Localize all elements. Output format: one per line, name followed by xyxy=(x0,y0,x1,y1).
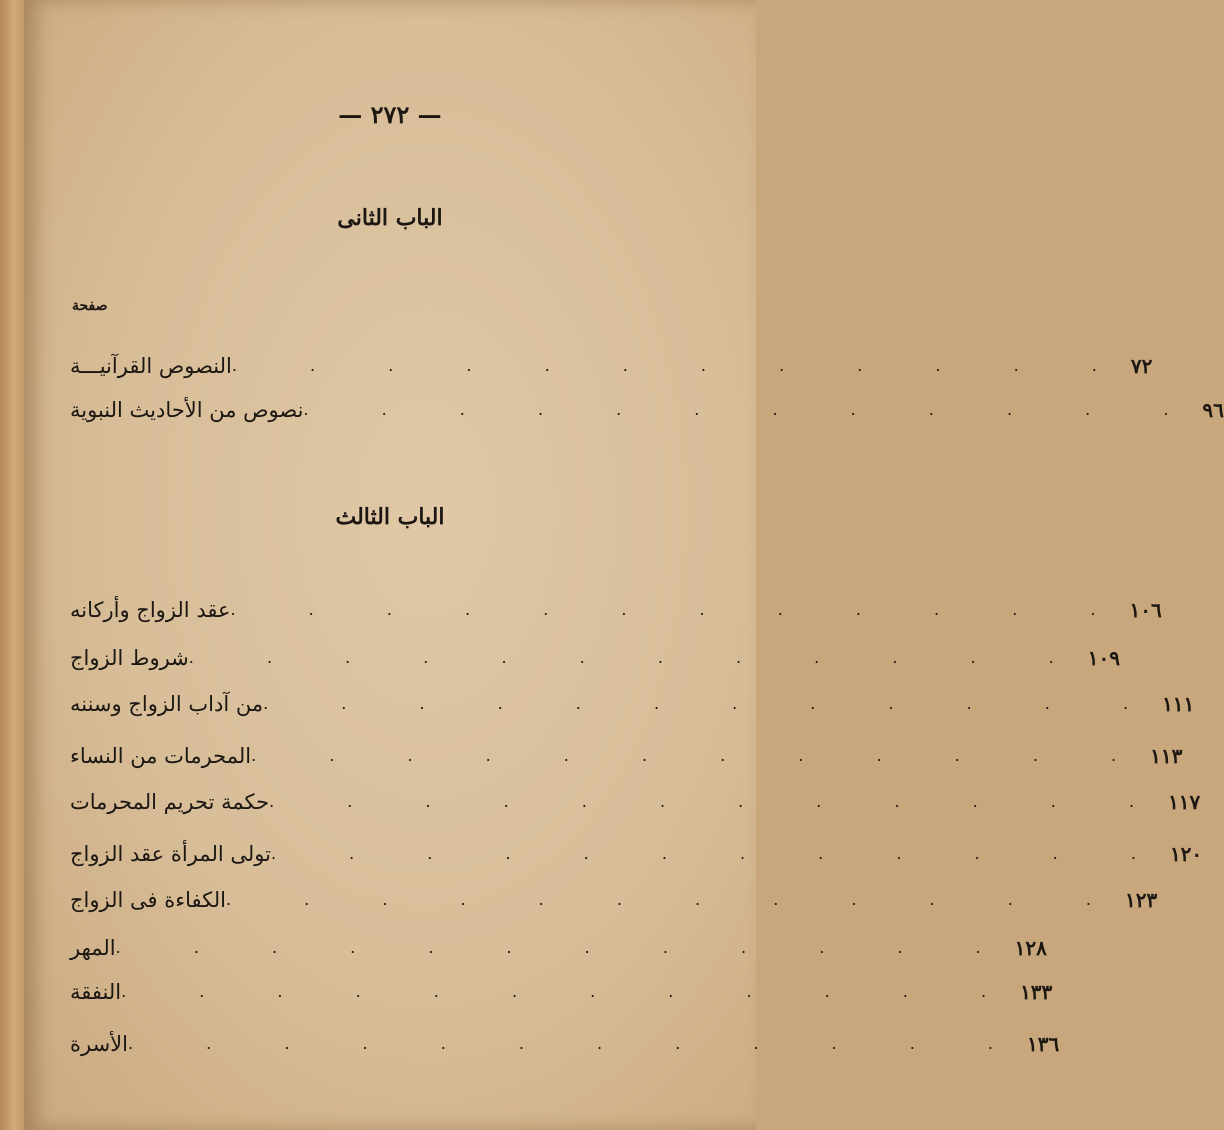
toc-entry-page: ١٢٠ xyxy=(1169,842,1203,866)
toc-entry-title: الكفاءة فى الزواج xyxy=(70,888,226,912)
leader-dots: . . . . . . . . . . . . xyxy=(303,400,1203,419)
toc-entry-title: عقد الزواج وأركانه xyxy=(70,598,231,622)
leader-dots: . . . . . . . . . . . . xyxy=(263,694,1163,713)
leader-dots: . . . . . . . . . . . . xyxy=(231,356,1131,375)
toc-entry xyxy=(64,928,1047,968)
toc-entry-page: ١١٣ xyxy=(1150,744,1183,768)
toc-entry xyxy=(64,1024,1060,1064)
toc-entry-title: المحرمات من النساء xyxy=(70,744,252,768)
leader-dots: . . . . . . . . . . . . xyxy=(128,1034,1027,1053)
toc-entry-page: ١١٧ xyxy=(1168,790,1201,814)
book-page xyxy=(24,0,1224,1130)
toc-entry xyxy=(64,880,1158,920)
toc-entry-page: ١٠٦ xyxy=(1129,598,1162,622)
toc-entry-title: النصوص القرآنيـــة xyxy=(70,354,232,378)
leader-dots: . . . . . . . . . . . . xyxy=(225,890,1125,909)
toc-entry-title: من آداب الزواج وسننه xyxy=(70,692,264,716)
book-spine-edge xyxy=(0,0,24,1130)
leader-dots: . . . . . . . . . . . . xyxy=(270,844,1170,863)
leader-dots: . . . . . . . . . . . . xyxy=(188,648,1088,667)
toc-entry-page: ١٣٦ xyxy=(1026,1032,1060,1056)
toc-entry-title: نصوص من الأحاديث النبوية xyxy=(70,398,304,422)
toc-entry xyxy=(64,782,1201,822)
leader-dots: . . . . . . . . . . . . xyxy=(269,792,1169,811)
toc-entry xyxy=(64,346,1153,386)
toc-entry-title: تولى المرأة عقد الزواج xyxy=(70,842,271,866)
section-two-title: الباب الثانى xyxy=(337,205,443,231)
toc-entry-page: ٧٢ xyxy=(1130,354,1153,378)
toc-entry xyxy=(64,736,1183,776)
toc-entry xyxy=(64,834,1203,874)
toc-entry-page: ١٢٨ xyxy=(1014,936,1047,960)
toc-entry-page: ١٣٣ xyxy=(1020,980,1053,1004)
toc-entry-page: ٩٦ xyxy=(1202,398,1224,422)
toc-entry xyxy=(64,684,1195,724)
toc-entry xyxy=(64,590,1162,630)
toc-entry-title: حكمة تحريم المحرمات xyxy=(70,790,270,814)
section-three-title: الباب الثالث xyxy=(335,504,445,530)
toc-entry-page: ١٢٣ xyxy=(1124,888,1158,912)
page-number: — ٢٧٢ — xyxy=(338,100,442,129)
toc-entry-page: ١٠٩ xyxy=(1087,646,1120,670)
toc-entry-page: ١١١ xyxy=(1162,692,1195,716)
toc-entry-title: شروط الزواج xyxy=(70,646,189,670)
toc-entry xyxy=(64,638,1120,678)
toc-entry xyxy=(64,390,1224,430)
leader-dots: . . . . . . . . . . . . xyxy=(121,982,1021,1001)
toc-entry-title: المهر xyxy=(70,936,116,960)
toc-entry-title: الأسرة xyxy=(70,1032,128,1056)
toc-entry xyxy=(64,972,1053,1012)
leader-dots: . . . . . . . . . . . . xyxy=(115,938,1015,957)
toc-entry-title: النفقة xyxy=(70,980,122,1004)
page-column-label: صفحة xyxy=(72,298,108,314)
leader-dots: . . . . . . . . . . . . xyxy=(230,600,1130,619)
leader-dots: . . . . . . . . . . . . xyxy=(251,746,1151,765)
